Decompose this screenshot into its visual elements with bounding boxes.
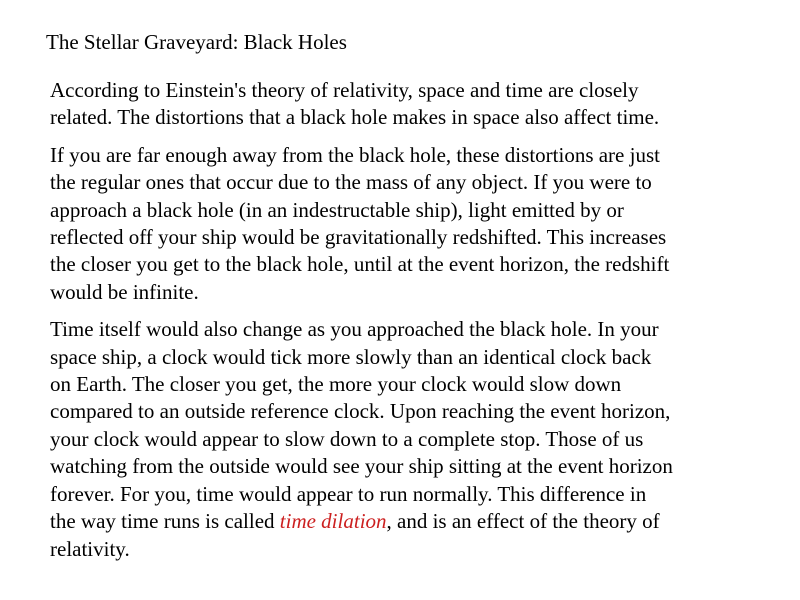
- text-line-with-term: [50, 508, 770, 535]
- paragraph-relativity-intro: [50, 77, 770, 132]
- text-line: related. The distortions that a black hole makes in space also affect time.: [50, 105, 660, 130]
- text-line: If you are far enough away from the black hole, these distortions are just: [50, 142, 660, 167]
- text-line: on Earth. The closer you get, the more your clock would slow down: [50, 372, 622, 397]
- text-line: compared to an outside reference clock. Upon reaching the event horizon,: [50, 399, 671, 424]
- text-before-term: the way time runs is called: [50, 509, 280, 534]
- text-line: approach a black hole (in an indestructable ship), light emitted by or: [50, 197, 624, 222]
- text-line: reflected off your ship would be gravitationally redshifted. This increases: [50, 225, 667, 250]
- page-title: The Stellar Graveyard: Black Holes: [46, 30, 347, 54]
- paragraph-redshift: [50, 142, 770, 306]
- paragraph-time-dilation: [50, 316, 770, 563]
- text-after-term: , and is an effect of the theory of: [386, 509, 660, 534]
- text-line: Time itself would also change as you approached the black hole. In your: [50, 317, 659, 342]
- text-line: watching from the outside would see your ship sitting at the event horizon: [50, 454, 673, 479]
- text-line: the regular ones that occur due to the mass of any object. If you were to: [50, 170, 652, 195]
- text-line: the closer you get to the black hole, until at the event horizon, the redshift: [50, 252, 670, 277]
- text-line: would be infinite.: [50, 279, 199, 304]
- text-line: forever. For you, time would appear to run normally. This difference in: [50, 481, 647, 506]
- text-line: your clock would appear to slow down to a complete stop. Those of us: [50, 426, 644, 451]
- text-line: relativity.: [50, 536, 130, 561]
- text-line: space ship, a clock would tick more slowly than an identical clock back: [50, 344, 652, 369]
- text-line: According to Einstein's theory of relativity, space and time are closely: [50, 78, 639, 102]
- term-time-dilation: time dilation: [279, 509, 387, 534]
- document-body: [50, 77, 770, 573]
